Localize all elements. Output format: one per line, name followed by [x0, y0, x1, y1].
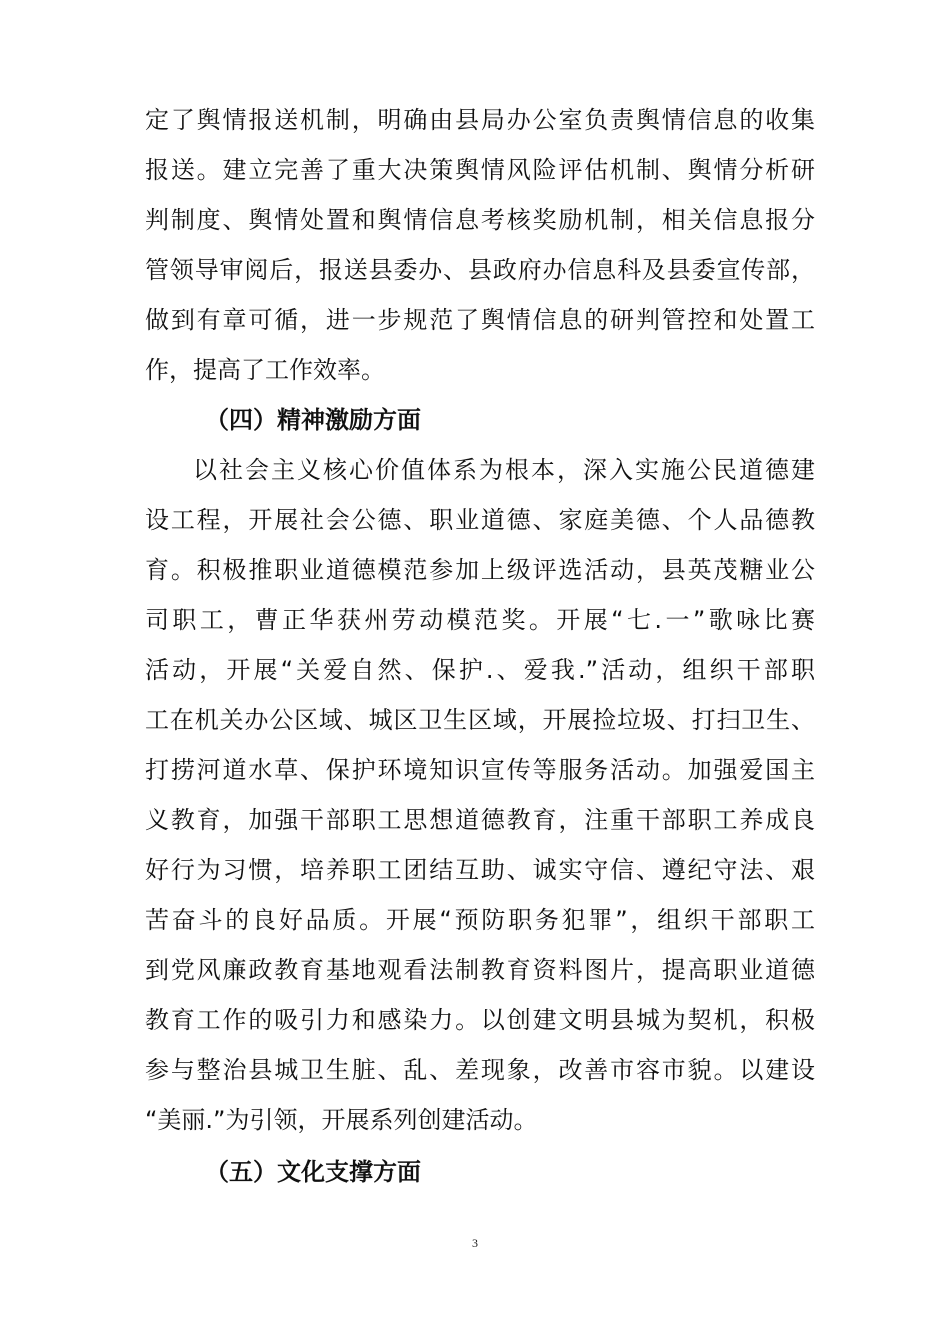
paragraph-line: 工在机关办公区域、城区卫生区域，开展捡垃圾、打扫卫生、 [145, 706, 815, 734]
paragraph-line: 苦奋斗的良好品质。开展“预防职务犯罪”，组织干部职工 [145, 906, 815, 934]
section-heading: （五）文化支撑方面 [205, 1158, 421, 1186]
section-heading: （四）精神激励方面 [205, 406, 421, 434]
paragraph-line: 司职工，曹正华获州劳动模范奖。开展“七.一”歌咏比赛 [145, 606, 815, 634]
paragraph-line: “美丽.”为引领，开展系列创建活动。 [145, 1106, 538, 1134]
paragraph-line: 定了舆情报送机制，明确由县局办公室负责舆情信息的收集 [145, 106, 815, 134]
paragraph-line: 以社会主义核心价值体系为根本，深入实施公民道德建 [193, 456, 815, 484]
paragraph-line: 判制度、舆情处置和舆情信息考核奖励机制，相关信息报分 [145, 206, 815, 234]
paragraph-line: 义教育，加强干部职工思想道德教育，注重干部职工养成良 [145, 806, 815, 834]
paragraph-line: 育。积极推职业道德模范参加上级评选活动，县英茂糖业公 [145, 556, 815, 584]
paragraph-line: 参与整治县城卫生脏、乱、差现象，改善市容市貌。以建设 [145, 1056, 815, 1084]
paragraph-line: 到党风廉政教育基地观看法制教育资料图片，提高职业道德 [145, 956, 815, 984]
paragraph-line: 设工程，开展社会公德、职业道德、家庭美德、个人品德教 [145, 506, 815, 534]
paragraph-line: 管领导审阅后，报送县委办、县政府办信息科及县委宣传部， [145, 256, 815, 284]
paragraph-line: 好行为习惯，培养职工团结互助、诚实守信、遵纪守法、艰 [145, 856, 815, 884]
paragraph-line: 教育工作的吸引力和感染力。以创建文明县城为契机，积极 [145, 1006, 815, 1034]
page-body [145, 95, 815, 1197]
paragraph-line: 作，提高了工作效率。 [145, 356, 385, 384]
paragraph-line: 做到有章可循，进一步规范了舆情信息的研判管控和处置工 [145, 306, 815, 334]
page-number: 3 [472, 1236, 478, 1250]
paragraph-line: 活动，开展“关爱自然、保护.、爱我.”活动，组织干部职 [145, 656, 815, 684]
paragraph-line: 打捞河道水草、保护环境知识宣传等服务活动。加强爱国主 [145, 756, 815, 784]
paragraph-line: 报送。建立完善了重大决策舆情风险评估机制、舆情分析研 [145, 156, 815, 184]
